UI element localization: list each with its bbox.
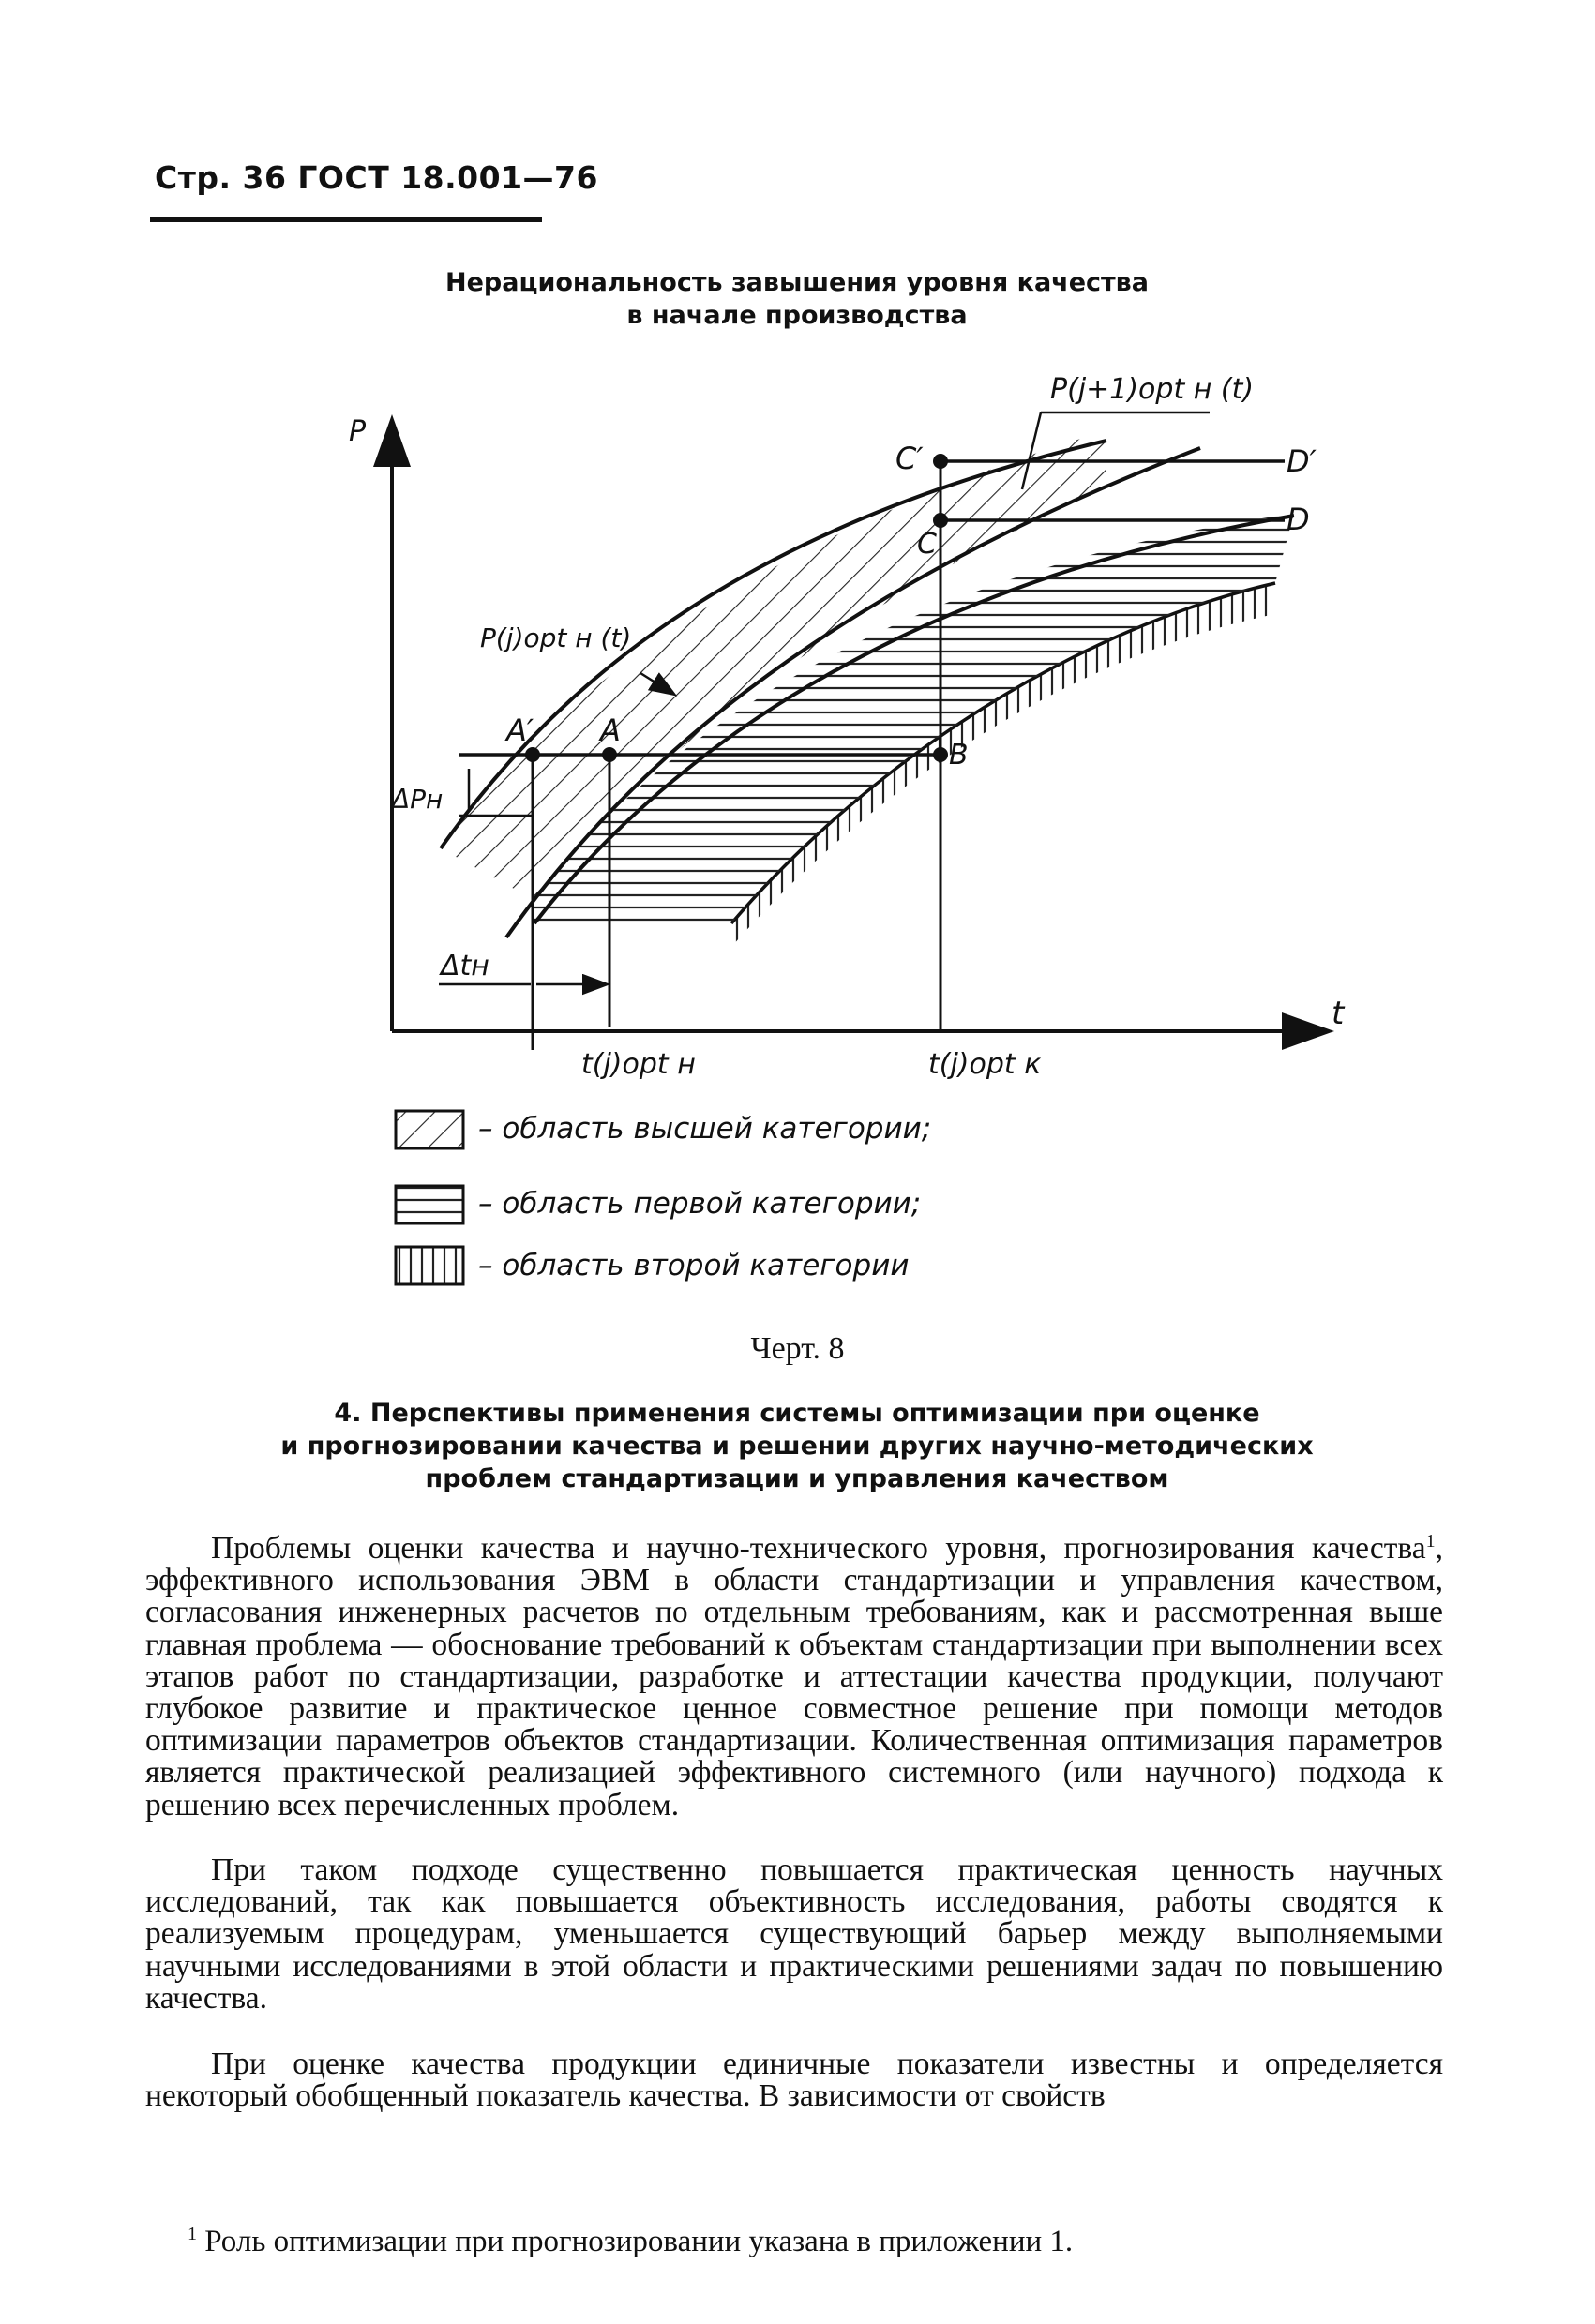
paragraph-1-rest: , эффективного использования ЭВМ в области стандартизации и управления качеством, согласования инженерных расчетов по отдельным требованиям, как и рассмотренная выше главная проблема — обоснование требований к объектам стандартизации при выполнении всех этапов работ по стандартизации, разработке и аттестации качества продукции, получают глубокое развитие и практическое ценное совместное решение при помощи методов оптимизации параметров объектов стандартизации. Количественная оптимизация параметров является практической реализацией эффективного системного (или научного) подхода к решению всех перечисленных проблем.	[145, 1531, 1443, 1822]
page-header: Стр. 36 ГОСТ 18.001—76	[155, 159, 598, 196]
legend-swatch-diagonal	[396, 1111, 463, 1148]
label-delta-t: Δtн	[441, 950, 489, 982]
label-d: D	[1287, 502, 1310, 537]
label-a: A	[600, 712, 621, 748]
label-t-opt-k: t(j)opt к	[928, 1048, 1042, 1081]
x-axis-label: t	[1332, 995, 1345, 1032]
paragraph-1-start: Проблемы оценки качества и научно-технического уровня, прогнозирования качества	[211, 1531, 1426, 1566]
section-heading-line2: и прогнозировании качества и решении других научно-методических	[280, 1432, 1314, 1461]
legend-text-highest: – область высшей категории;	[478, 1112, 932, 1146]
section-heading-line3: проблем стандартизации и управления качеством	[425, 1464, 1169, 1493]
paragraph-3: При оценке качества продукции единичные показатели известны и определяется некоторый обобщенный показатель качества. В зависимости от свойств	[145, 2047, 1443, 2114]
label-c: C	[917, 528, 937, 561]
label-t-opt-n: t(j)opt н	[581, 1048, 696, 1081]
legend-text-second: – область второй категории	[478, 1249, 910, 1282]
label-c-prime: C′	[895, 441, 924, 476]
label-b: B	[949, 739, 969, 772]
paragraph-1	[145, 1530, 1443, 1822]
point-c	[933, 513, 948, 528]
legend-text-first: – область первой категории;	[478, 1187, 922, 1221]
label-a-prime: A′	[506, 712, 534, 748]
label-d-prime: D′	[1287, 443, 1317, 479]
legend-swatch-vertical	[396, 1247, 463, 1284]
figure-title-line1: Нерациональность завышения уровня качества	[444, 268, 1149, 297]
figure-caption: Черт. 8	[750, 1331, 845, 1366]
footnote-mark: 1	[188, 2224, 197, 2244]
footnote	[188, 2225, 1073, 2259]
label-delta-p: ΔPн	[392, 784, 444, 815]
point-a-prime	[525, 747, 540, 762]
label-p-opt-j1: P(j+1)opt н (t)	[1050, 373, 1255, 406]
point-a	[602, 747, 617, 762]
paragraph-2: При таком подходе существенно повышается практическая ценность научных исследований, так как повышается объективность исследования, работы сводятся к реализуемым процедурам, уменьшается существующий барьер между выполняемыми научными исследованиями в этой области и практическими решениями задач по повышению качества.	[145, 1852, 1443, 2016]
legend-swatch-horizontal	[396, 1186, 463, 1223]
figure-title-line2: в начале производства	[626, 301, 968, 330]
point-c-prime	[933, 454, 948, 469]
footnote-ref: 1	[1425, 1530, 1436, 1552]
y-axis-label: P	[349, 415, 367, 448]
label-p-opt-j: P(j)opt н (t)	[480, 622, 632, 653]
section-heading	[188, 1397, 1407, 1495]
footnote-text: Роль оптимизации при прогнозировании указана в приложении 1.	[197, 2225, 1074, 2258]
point-b	[933, 747, 948, 762]
section-heading-line1: 4. Перспективы применения системы оптимизации при оценке	[334, 1399, 1260, 1428]
